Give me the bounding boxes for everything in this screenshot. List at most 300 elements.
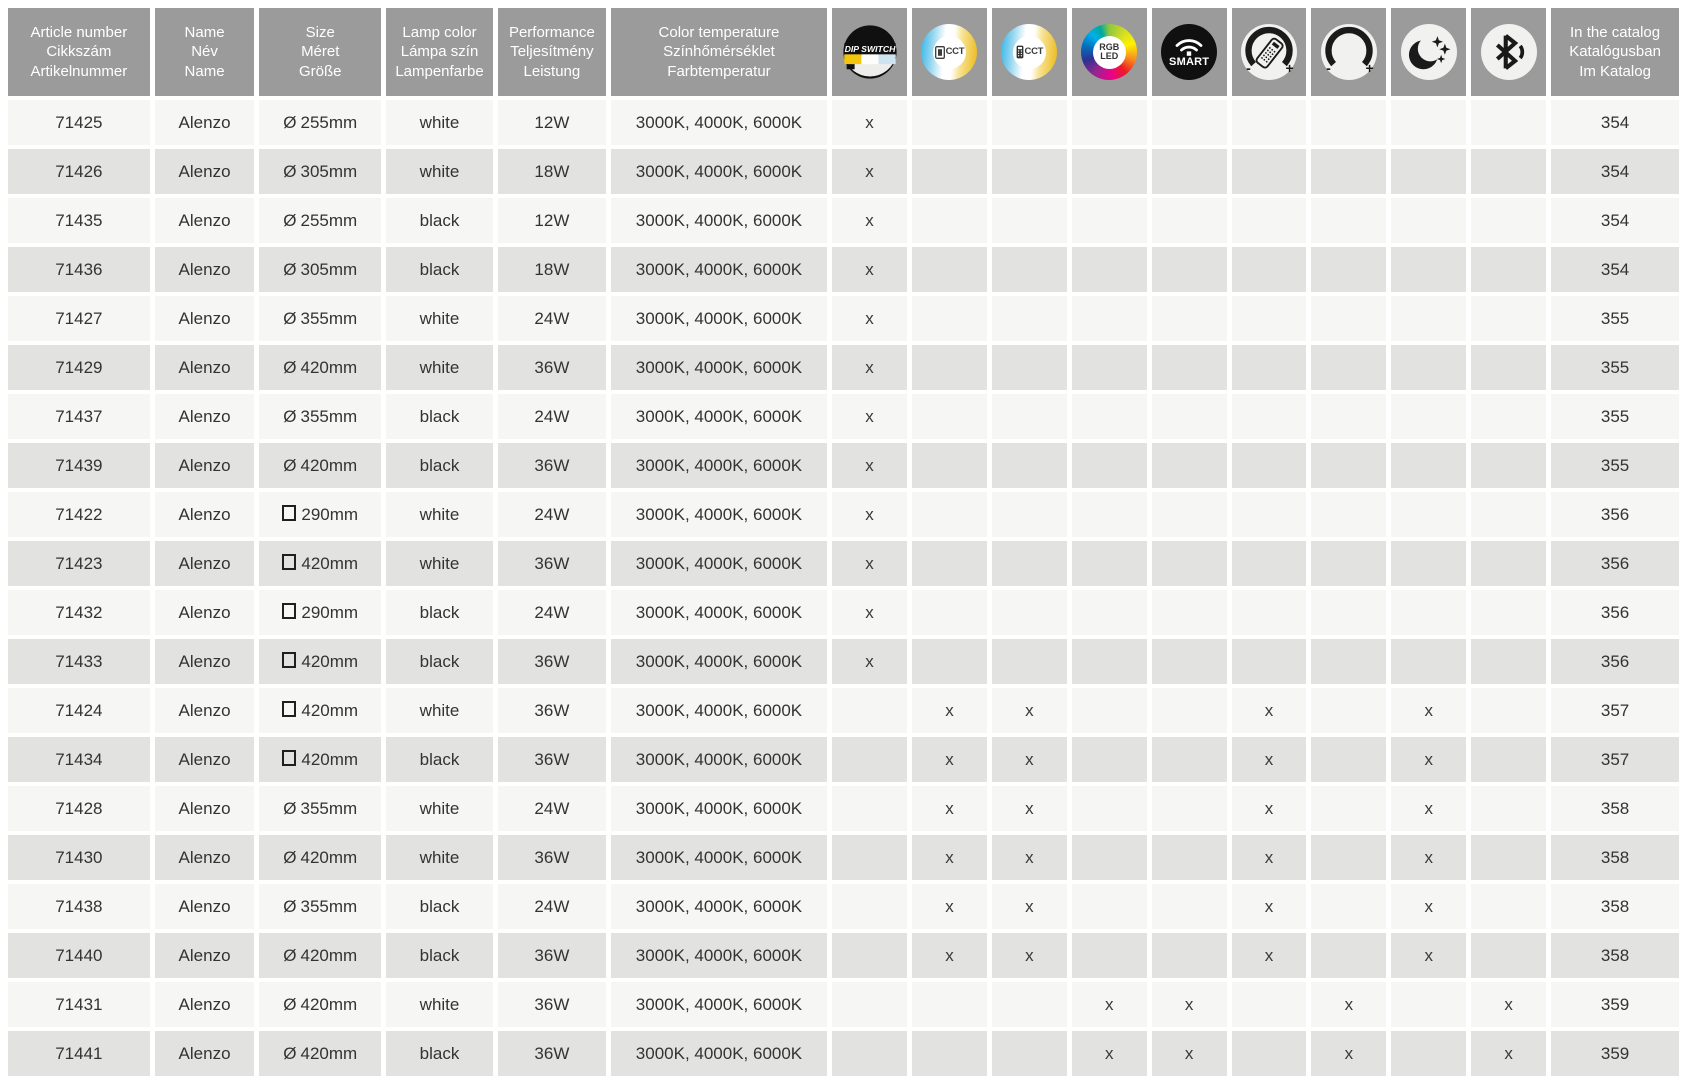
lamp-color-cell: black [386,198,493,243]
diameter-symbol: Ø [283,112,297,132]
table-row [8,639,1679,684]
lamp-color-cell: white [386,688,493,733]
feature-cell-bluetooth [1471,247,1546,292]
feature-x-mark: x [1264,798,1274,818]
lamp-color-cell: white [386,541,493,586]
feature-x-mark: x [865,259,874,279]
feature-cell-rgb-led [1072,884,1147,929]
size-value: 290mm [301,504,359,524]
feature-cell-cct-switch [912,688,987,733]
feature-x-mark: x [945,700,954,720]
column-header-line: Größe [298,62,342,80]
feature-cell-rgb-led [1072,541,1147,586]
feature-x-mark: x [865,651,874,671]
feature-cell-night-light [1391,345,1466,390]
feature-cell-rgb-led [1072,737,1147,782]
article-number-cell: 71428 [8,786,150,831]
table-row [8,884,1679,929]
feature-cell-dimmer [1311,639,1386,684]
feature-x-mark: x [1424,749,1434,769]
feature-cell-rgb-led [1072,443,1147,488]
feature-cell-remote-dimmer [1232,149,1307,194]
column-header-color-temperature [611,8,827,96]
feature-cell-dip-switch [832,835,907,880]
lamp-color-cell: black [386,394,493,439]
performance-cell: 24W [498,492,606,537]
column-header-smart [1152,8,1227,96]
performance-cell: 36W [498,688,606,733]
feature-cell-bluetooth [1471,100,1546,145]
performance-cell: 24W [498,590,606,635]
feature-cell-cct-switch [912,639,987,684]
column-header-line: Article number [30,24,128,42]
feature-x-mark: x [1344,994,1354,1014]
color-temperature-cell: 3000K, 4000K, 6000K [611,296,827,341]
feature-cell-night-light [1391,590,1466,635]
size-cell [259,982,381,1027]
feature-cell-dip-switch [832,345,907,390]
feature-x-mark: x [1184,1043,1194,1063]
diameter-symbol: Ø [283,406,297,426]
feature-cell-cct-remote [992,394,1067,439]
feature-cell-smart [1152,100,1227,145]
remote-control-dimmer-icon [1241,24,1297,80]
size-cell [259,737,381,782]
feature-cell-bluetooth [1471,1031,1546,1076]
feature-cell-dip-switch [832,100,907,145]
feature-cell-bluetooth [1471,884,1546,929]
feature-cell-smart [1152,345,1227,390]
table-row [8,394,1679,439]
feature-cell-dip-switch [832,492,907,537]
color-temperature-cell: 3000K, 4000K, 6000K [611,247,827,292]
product-name-cell: Alenzo [155,639,255,684]
catalog-page-cell: 354 [1551,100,1679,145]
feature-cell-night-light [1391,1031,1466,1076]
feature-cell-smart [1152,149,1227,194]
product-name-cell: Alenzo [155,541,255,586]
feature-cell-dimmer [1311,688,1386,733]
feature-cell-bluetooth [1471,541,1546,586]
svg-text:-: - [1246,59,1251,76]
feature-cell-cct-switch [912,835,987,880]
diameter-symbol: Ø [283,357,297,377]
feature-cell-night-light [1391,149,1466,194]
size-value: 420mm [301,749,359,769]
size-cell [259,492,381,537]
table-row [8,345,1679,390]
feature-cell-dip-switch [832,982,907,1027]
product-name-cell: Alenzo [155,345,255,390]
catalog-page-cell: 356 [1551,492,1679,537]
feature-cell-bluetooth [1471,492,1546,537]
svg-text:DIP SWITCH: DIP SWITCH [844,44,895,54]
lamp-color-cell: white [386,345,493,390]
feature-cell-remote-dimmer [1232,639,1307,684]
size-cell [259,149,381,194]
size-value: 305mm [300,161,358,181]
catalog-page-cell: 355 [1551,296,1679,341]
size-value: 355mm [300,896,358,916]
feature-cell-remote-dimmer [1232,835,1307,880]
article-number-cell: 71434 [8,737,150,782]
diameter-symbol: Ø [283,210,297,230]
feature-x-mark: x [865,210,874,230]
svg-text:+: + [1365,59,1374,76]
performance-cell: 36W [498,639,606,684]
product-name-cell: Alenzo [155,394,255,439]
product-name-cell: Alenzo [155,100,255,145]
column-header-line: Performance [508,24,595,42]
size-cell [259,1031,381,1076]
column-header-line: Lámpa szín [400,43,479,61]
feature-cell-smart [1152,247,1227,292]
feature-cell-night-light [1391,296,1466,341]
column-header-line: Cikkszám [46,43,112,61]
product-name-cell: Alenzo [155,296,255,341]
feature-cell-dimmer [1311,247,1386,292]
catalog-page-cell: 358 [1551,933,1679,978]
size-cell [259,394,381,439]
column-header-night-light [1391,8,1466,96]
feature-cell-bluetooth [1471,982,1546,1027]
performance-cell: 24W [498,394,606,439]
feature-x-mark: x [1184,994,1194,1014]
square-shape-symbol [282,603,296,619]
feature-x-mark: x [865,504,874,524]
feature-cell-rgb-led [1072,149,1147,194]
feature-cell-cct-remote [992,835,1067,880]
feature-cell-smart [1152,1031,1227,1076]
feature-cell-dip-switch [832,1031,907,1076]
color-temperature-cell: 3000K, 4000K, 6000K [611,688,827,733]
feature-cell-bluetooth [1471,737,1546,782]
size-cell [259,639,381,684]
size-cell [259,835,381,880]
column-header-line: Lamp color [402,24,477,42]
size-cell [259,590,381,635]
color-temperature-cell: 3000K, 4000K, 6000K [611,149,827,194]
feature-cell-cct-switch [912,247,987,292]
feature-cell-bluetooth [1471,394,1546,439]
product-name-cell: Alenzo [155,590,255,635]
feature-cell-dip-switch [832,296,907,341]
feature-x-mark: x [1264,700,1274,720]
catalog-page-cell: 356 [1551,590,1679,635]
feature-cell-rgb-led [1072,933,1147,978]
color-temperature-cell: 3000K, 4000K, 6000K [611,835,827,880]
feature-cell-cct-switch [912,786,987,831]
feature-cell-cct-switch [912,443,987,488]
feature-cell-night-light [1391,786,1466,831]
feature-x-mark: x [865,112,874,132]
column-header-catalog [1551,8,1679,96]
feature-cell-dip-switch [832,443,907,488]
size-value: 420mm [300,357,358,377]
feature-cell-night-light [1391,198,1466,243]
feature-x-mark: x [1264,847,1274,867]
feature-cell-remote-dimmer [1232,296,1307,341]
feature-cell-cct-switch [912,933,987,978]
size-cell [259,296,381,341]
feature-cell-dimmer [1311,982,1386,1027]
performance-cell: 24W [498,884,606,929]
diameter-symbol: Ø [283,798,297,818]
size-value: 305mm [300,259,358,279]
article-number-cell: 71423 [8,541,150,586]
feature-x-mark: x [1025,749,1034,769]
feature-cell-bluetooth [1471,296,1546,341]
feature-cell-rgb-led [1072,982,1147,1027]
size-value: 420mm [301,651,359,671]
product-name-cell: Alenzo [155,982,255,1027]
feature-cell-dimmer [1311,590,1386,635]
feature-cell-dimmer [1311,149,1386,194]
feature-cell-smart [1152,884,1227,929]
feature-cell-smart [1152,296,1227,341]
feature-cell-dip-switch [832,786,907,831]
square-shape-symbol [282,701,296,717]
column-header-article [8,8,150,96]
performance-cell: 36W [498,541,606,586]
feature-cell-cct-remote [992,884,1067,929]
size-value: 290mm [301,602,359,622]
feature-cell-bluetooth [1471,443,1546,488]
feature-cell-smart [1152,492,1227,537]
table-row [8,982,1679,1027]
feature-x-mark: x [1424,945,1434,965]
feature-cell-smart [1152,541,1227,586]
feature-cell-dimmer [1311,443,1386,488]
feature-cell-remote-dimmer [1232,541,1307,586]
catalog-page-cell: 354 [1551,198,1679,243]
lamp-color-cell: black [386,639,493,684]
table-row [8,688,1679,733]
article-number-cell: 71432 [8,590,150,635]
feature-cell-night-light [1391,247,1466,292]
color-temperature-cell: 3000K, 4000K, 6000K [611,737,827,782]
performance-cell: 36W [498,835,606,880]
size-cell [259,198,381,243]
column-header-line: Lampenfarbe [395,62,484,80]
column-header-line: Méret [301,43,340,61]
lamp-color-cell: black [386,590,493,635]
feature-cell-cct-switch [912,541,987,586]
feature-x-mark: x [1424,798,1434,818]
feature-cell-night-light [1391,737,1466,782]
feature-cell-smart [1152,737,1227,782]
lamp-color-cell: black [386,737,493,782]
performance-cell: 36W [498,982,606,1027]
color-temperature-cell: 3000K, 4000K, 6000K [611,394,827,439]
article-number-cell: 71433 [8,639,150,684]
night-mode-moon-icon [1401,24,1457,80]
diameter-symbol: Ø [283,847,297,867]
feature-cell-night-light [1391,639,1466,684]
feature-x-mark: x [945,798,954,818]
lamp-color-cell: white [386,835,493,880]
feature-cell-cct-remote [992,786,1067,831]
size-cell [259,247,381,292]
feature-x-mark: x [1025,945,1034,965]
feature-cell-cct-remote [992,198,1067,243]
feature-x-mark: x [865,406,874,426]
feature-cell-smart [1152,835,1227,880]
feature-cell-remote-dimmer [1232,1031,1307,1076]
column-header-performance [498,8,606,96]
lamp-color-cell: white [386,149,493,194]
feature-cell-dip-switch [832,590,907,635]
feature-cell-dimmer [1311,1031,1386,1076]
color-temperature-cell: 3000K, 4000K, 6000K [611,639,827,684]
product-name-cell: Alenzo [155,884,255,929]
feature-cell-remote-dimmer [1232,933,1307,978]
performance-cell: 18W [498,149,606,194]
article-number-cell: 71441 [8,1031,150,1076]
svg-text:+: + [1285,59,1294,76]
column-header-cct-switch [912,8,987,96]
performance-cell: 36W [498,933,606,978]
article-number-cell: 71440 [8,933,150,978]
product-name-cell: Alenzo [155,737,255,782]
color-temperature-cell: 3000K, 4000K, 6000K [611,884,827,929]
feature-cell-rgb-led [1072,247,1147,292]
feature-cell-cct-remote [992,541,1067,586]
table-row [8,590,1679,635]
column-header-line: Color temperature [658,24,780,42]
feature-x-mark: x [1424,700,1434,720]
lamp-color-cell: white [386,982,493,1027]
header-row [8,8,1679,96]
catalog-page-cell: 355 [1551,394,1679,439]
table-row [8,933,1679,978]
column-header-size [259,8,381,96]
article-number-cell: 71438 [8,884,150,929]
feature-cell-dimmer [1311,786,1386,831]
performance-cell: 36W [498,443,606,488]
article-number-cell: 71435 [8,198,150,243]
feature-cell-cct-remote [992,247,1067,292]
column-header-cct-remote [992,8,1067,96]
feature-cell-cct-remote [992,149,1067,194]
product-name-cell: Alenzo [155,688,255,733]
table-row [8,296,1679,341]
feature-x-mark: x [945,847,954,867]
feature-cell-dimmer [1311,884,1386,929]
table-row [8,786,1679,831]
product-name-cell: Alenzo [155,786,255,831]
column-header-line: Teljesítmény [510,43,594,61]
feature-cell-cct-switch [912,982,987,1027]
lamp-color-cell: black [386,1031,493,1076]
feature-cell-cct-remote [992,737,1067,782]
feature-cell-cct-remote [992,688,1067,733]
feature-x-mark: x [1264,896,1274,916]
feature-cell-bluetooth [1471,688,1546,733]
svg-text:-: - [1326,59,1331,76]
feature-cell-remote-dimmer [1232,884,1307,929]
size-value: 420mm [300,945,358,965]
feature-x-mark: x [865,161,874,181]
feature-cell-cct-remote [992,590,1067,635]
feature-cell-remote-dimmer [1232,590,1307,635]
size-value: 255mm [300,210,358,230]
feature-cell-dimmer [1311,737,1386,782]
column-header-line: Színhőmérséklet [663,43,775,61]
lamp-color-cell: black [386,933,493,978]
size-value: 420mm [300,1043,358,1063]
feature-cell-cct-switch [912,394,987,439]
feature-cell-rgb-led [1072,296,1147,341]
square-shape-symbol [282,505,296,521]
color-temperature-cell: 3000K, 4000K, 6000K [611,786,827,831]
article-number-cell: 71437 [8,394,150,439]
column-header-line: Name [184,62,225,80]
product-feature-table [3,4,1684,1080]
catalog-page-cell: 355 [1551,345,1679,390]
feature-cell-night-light [1391,394,1466,439]
dip-switch-icon [842,24,898,80]
feature-cell-smart [1152,198,1227,243]
column-header-dimmer [1311,8,1386,96]
article-number-cell: 71427 [8,296,150,341]
feature-cell-cct-remote [992,492,1067,537]
size-value: 355mm [300,798,358,818]
catalog-page-cell: 354 [1551,149,1679,194]
feature-x-mark: x [1104,1043,1114,1063]
feature-cell-remote-dimmer [1232,345,1307,390]
feature-cell-bluetooth [1471,149,1546,194]
column-header-line: Artikelnummer [30,62,128,80]
feature-cell-cct-remote [992,443,1067,488]
performance-cell: 24W [498,296,606,341]
feature-cell-dimmer [1311,933,1386,978]
feature-x-mark: x [1025,798,1034,818]
bluetooth-icon [1481,24,1537,80]
catalog-page-cell: 357 [1551,737,1679,782]
catalog-page-cell: 358 [1551,884,1679,929]
size-cell [259,100,381,145]
feature-cell-dip-switch [832,247,907,292]
diameter-symbol: Ø [283,896,297,916]
feature-cell-dip-switch [832,198,907,243]
size-value: 420mm [300,994,358,1014]
table-row [8,247,1679,292]
feature-cell-dip-switch [832,884,907,929]
lamp-color-cell: black [386,884,493,929]
color-temperature-cell: 3000K, 4000K, 6000K [611,492,827,537]
feature-cell-cct-switch [912,590,987,635]
feature-cell-night-light [1391,100,1466,145]
lamp-color-cell: white [386,492,493,537]
product-name-cell: Alenzo [155,198,255,243]
feature-cell-remote-dimmer [1232,492,1307,537]
feature-cell-remote-dimmer [1232,198,1307,243]
feature-cell-rgb-led [1072,100,1147,145]
feature-cell-night-light [1391,835,1466,880]
article-number-cell: 71426 [8,149,150,194]
feature-x-mark: x [865,455,874,475]
color-temperature-cell: 3000K, 4000K, 6000K [611,198,827,243]
dimmer-icon [1321,24,1377,80]
color-temperature-cell: 3000K, 4000K, 6000K [611,590,827,635]
performance-cell: 36W [498,737,606,782]
feature-cell-smart [1152,786,1227,831]
feature-x-mark: x [1504,994,1513,1014]
feature-x-mark: x [1025,896,1034,916]
feature-x-mark: x [1424,847,1434,867]
feature-x-mark: x [945,896,954,916]
